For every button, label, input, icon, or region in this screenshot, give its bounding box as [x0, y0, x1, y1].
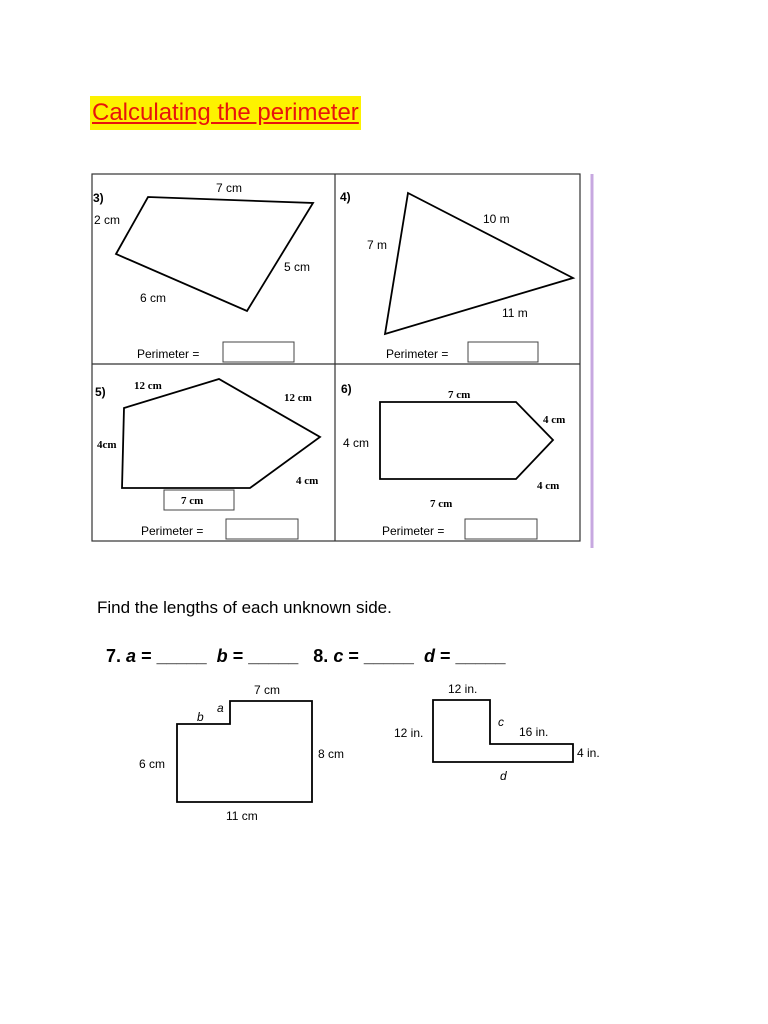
- p5-answer-box: [226, 519, 298, 539]
- fig8-left-label: 12 in.: [394, 726, 424, 740]
- p3-right-label: 5 cm: [284, 260, 311, 274]
- p6-pentagon: [380, 402, 553, 479]
- q8-c-var: c: [333, 646, 344, 666]
- fig8-top-label: 12 in.: [448, 682, 478, 696]
- fig7-top-label: 7 cm: [254, 683, 281, 697]
- p3-number: 3): [93, 191, 104, 205]
- p4-triangle: [385, 193, 573, 334]
- fig8-shape: [433, 700, 573, 762]
- p3-top-label: 7 cm: [216, 181, 243, 195]
- p5-number: 5): [95, 385, 106, 399]
- fig7-left-label: 6 cm: [139, 757, 166, 771]
- p6-lowerright-label: 4 cm: [537, 480, 560, 492]
- fig8-c-label: c: [498, 715, 504, 729]
- p5-left-label: 4cm: [97, 439, 117, 451]
- q8-d-var: d: [423, 646, 435, 666]
- p5-bottomright-label: 4 cm: [296, 475, 319, 487]
- p4-top-label: 10 m: [483, 212, 510, 226]
- p5-bottom-label: 7 cm: [181, 495, 204, 507]
- section-heading: Find the lengths of each unknown side.: [97, 598, 392, 617]
- q8-c-eq: =: [348, 646, 359, 666]
- q7-a-eq: =: [141, 646, 152, 666]
- p6-left-label: 4 cm: [343, 436, 370, 450]
- page-title: Calculating the perimeter: [90, 96, 361, 130]
- fig7-a-label: a: [217, 701, 224, 715]
- q7-number: 7.: [106, 646, 122, 666]
- fig7-b-label: b: [197, 710, 204, 724]
- p3-left-label: 2 cm: [94, 213, 121, 227]
- p5-topright-label: 12 cm: [284, 392, 312, 404]
- q8-d-eq: =: [439, 646, 451, 666]
- question-line: [106, 646, 506, 667]
- p6-top-label: 7 cm: [448, 389, 471, 401]
- p4-perimeter-label: Perimeter =: [386, 347, 449, 361]
- q7-b-blank[interactable]: _____: [248, 646, 299, 666]
- p4-number: 4): [340, 190, 351, 204]
- p4-bottom-label: 11 m: [502, 306, 528, 320]
- fig7-bottom-label: 11 cm: [226, 809, 258, 823]
- p5-topleft-label: 12 cm: [134, 380, 162, 392]
- fig8-right-label: 4 in.: [577, 746, 600, 760]
- p6-answer-box: [465, 519, 537, 539]
- p3-bottom-label: 6 cm: [140, 291, 167, 305]
- fig8-d-label: d: [500, 769, 507, 783]
- q8-d-blank[interactable]: _____: [455, 646, 506, 666]
- p6-upperright-label: 4 cm: [543, 414, 566, 426]
- p3-answer-box: [223, 342, 294, 362]
- q8-number: 8.: [313, 646, 329, 666]
- p6-bottom-label: 7 cm: [430, 498, 453, 510]
- fig8-mid-label: 16 in.: [519, 725, 549, 739]
- fig7-right-label: 8 cm: [318, 747, 345, 761]
- p6-number: 6): [341, 382, 352, 396]
- q7-a-var: a: [126, 646, 137, 666]
- q7-b-eq: =: [232, 646, 244, 666]
- p5-perimeter-label: Perimeter =: [141, 524, 204, 538]
- q8-c-blank[interactable]: _____: [363, 646, 414, 666]
- p4-left-label: 7 m: [367, 238, 388, 252]
- p4-answer-box: [468, 342, 538, 362]
- p6-perimeter-label: Perimeter =: [382, 524, 445, 538]
- q7-b-var: b: [216, 646, 228, 666]
- p5-top-gap: [166, 397, 206, 413]
- q7-a-blank[interactable]: _____: [156, 646, 207, 666]
- p3-perimeter-label: Perimeter =: [137, 347, 200, 361]
